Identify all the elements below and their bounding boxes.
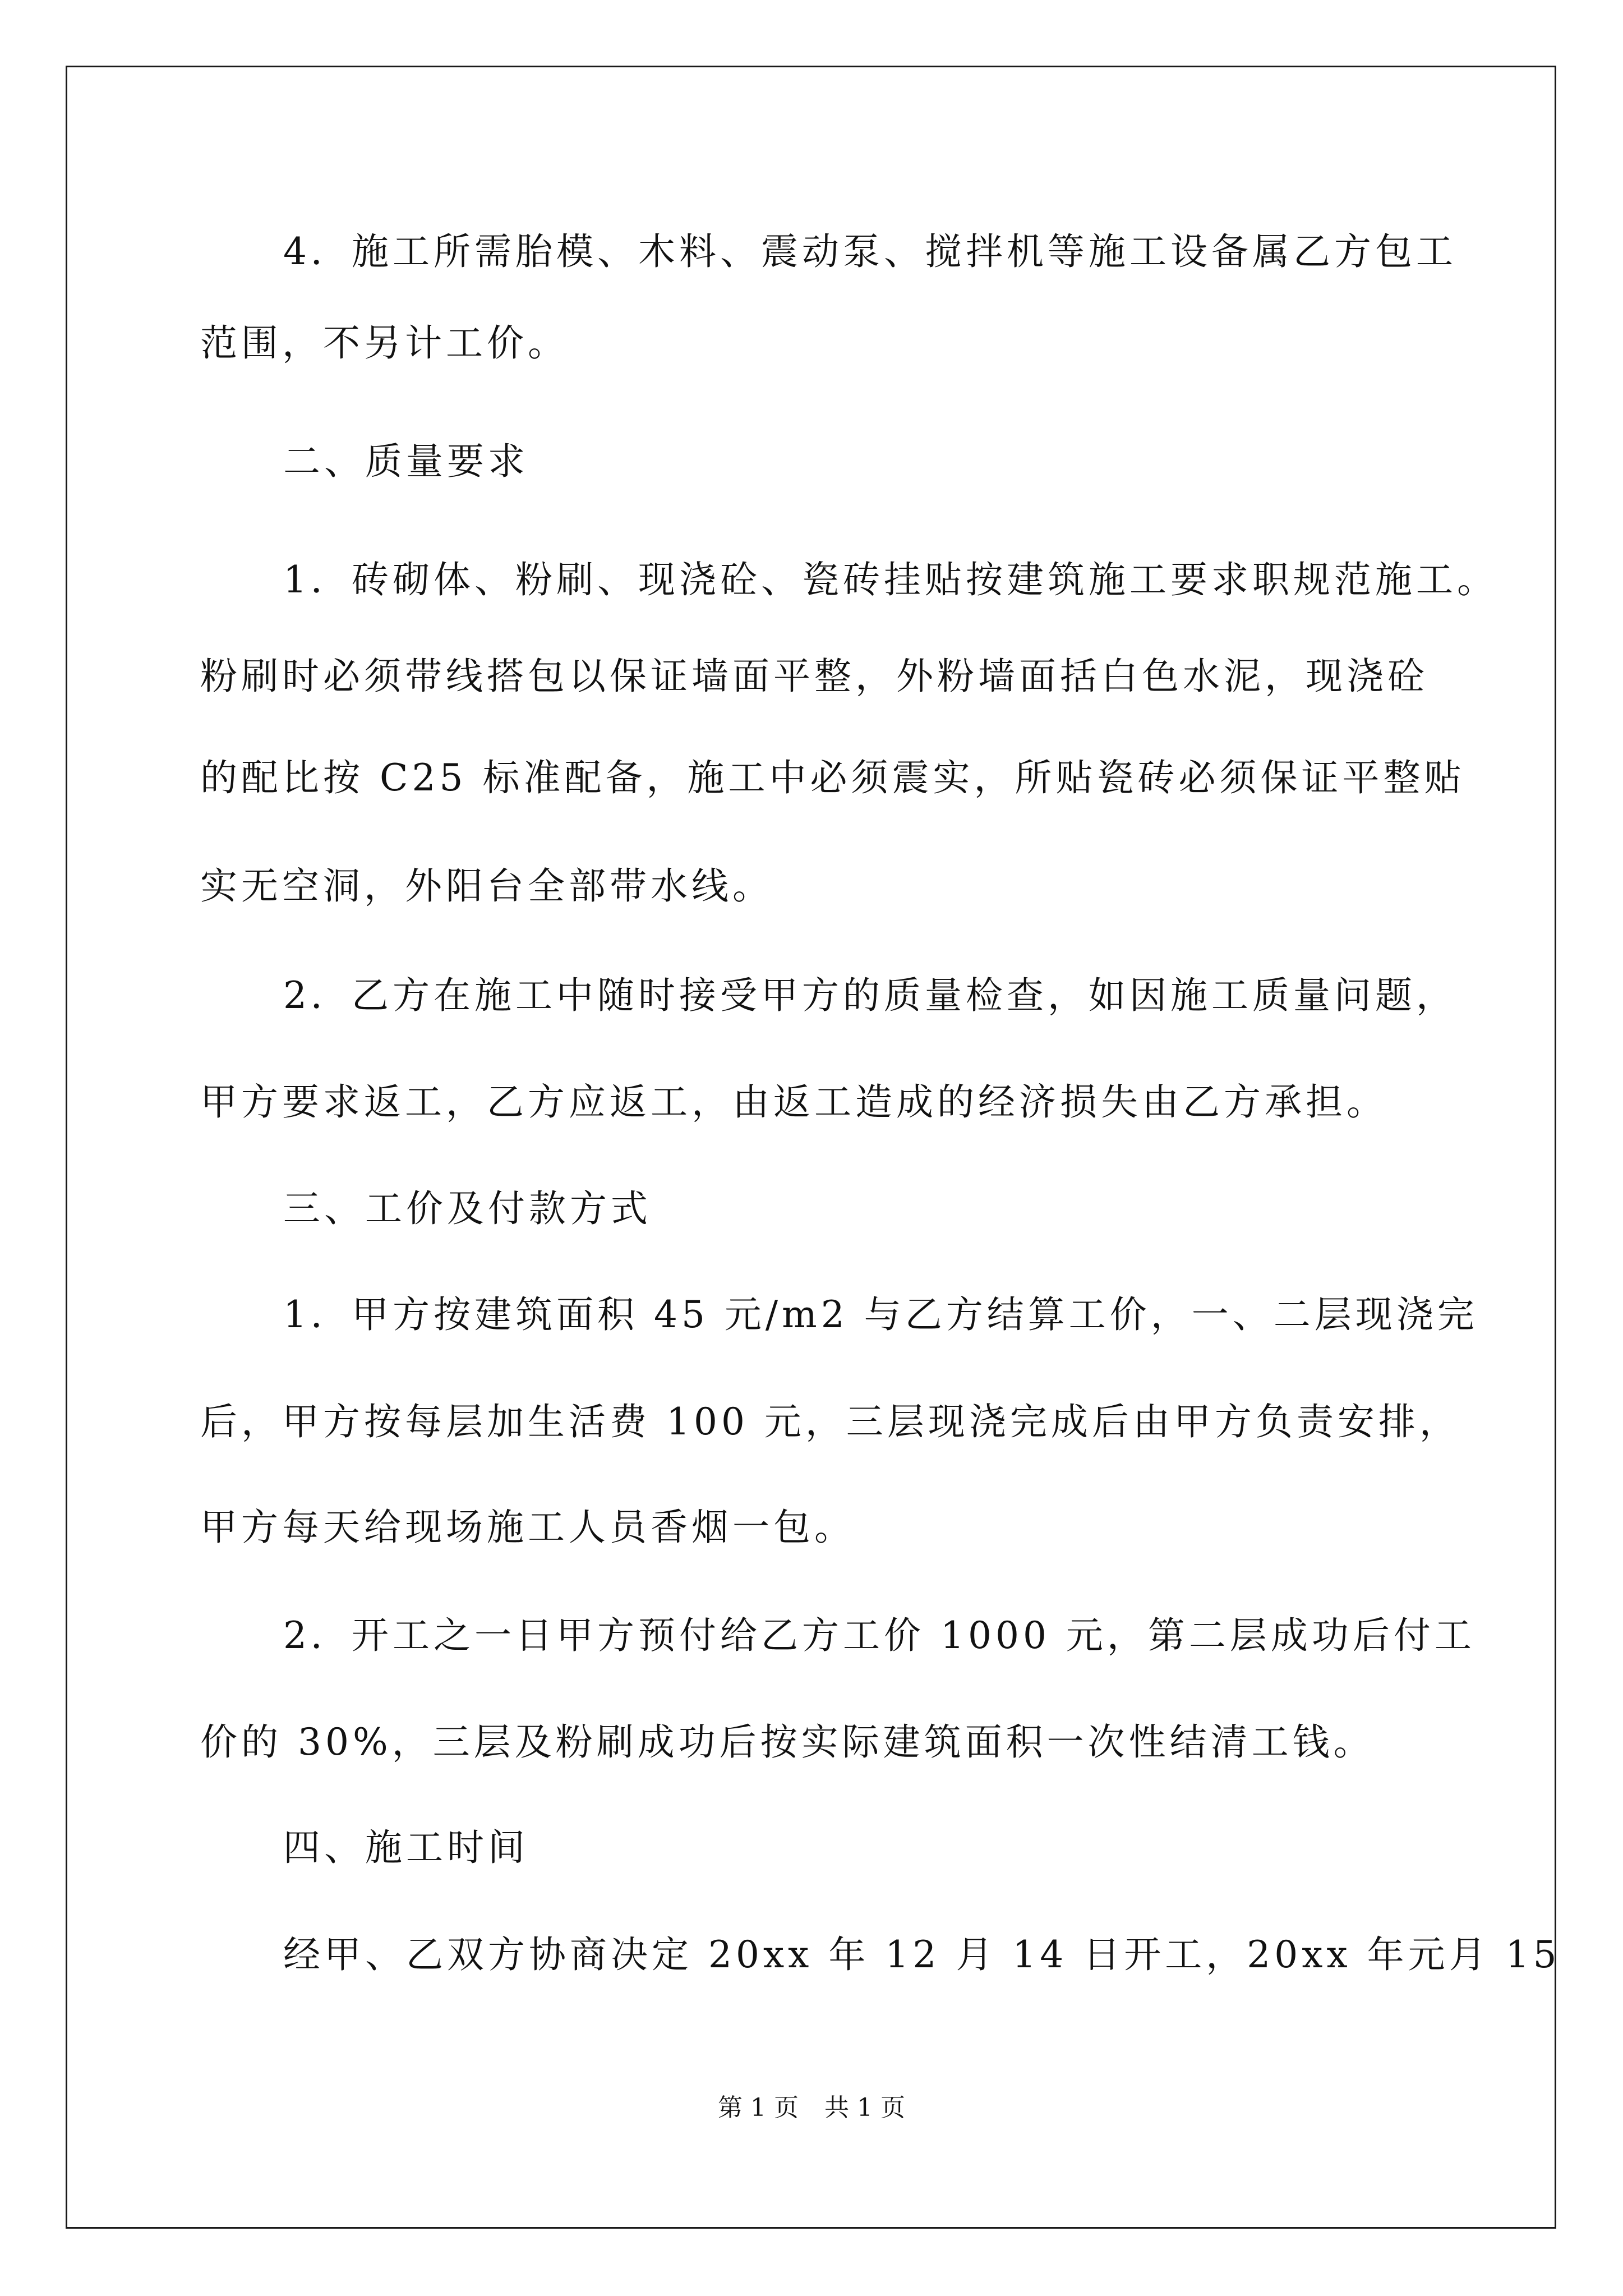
text-line: 范围，不另计工价。 bbox=[200, 321, 569, 365]
section-heading: 四、施工时间 bbox=[283, 1826, 529, 1869]
text-line: 的配比按 C25 标准配备，施工中必须震实，所贴瓷砖必须保证平整贴 bbox=[200, 756, 1465, 799]
text-line: 1．砖砌体、粉刷、现浇砼、瓷砖挂贴按建筑施工要求职规范施工。 bbox=[283, 558, 1498, 601]
page-number: 第 1 页 bbox=[718, 2093, 799, 2122]
page-footer bbox=[0, 2091, 1623, 2125]
text-line: 2．开工之一日甲方预付给乙方工价 1000 元，第二层成功后付工 bbox=[283, 1614, 1476, 1657]
page-border bbox=[66, 66, 1556, 2229]
text-line: 2．乙方在施工中随时接受甲方的质量检查，如因施工质量问题， bbox=[283, 974, 1457, 1017]
section-heading: 三、工价及付款方式 bbox=[283, 1187, 652, 1230]
text-line: 甲方要求返工，乙方应返工，由返工造成的经济损失由乙方承担。 bbox=[200, 1080, 1387, 1124]
section-heading: 二、质量要求 bbox=[283, 440, 529, 483]
text-line: 粉刷时必须带线搭包以保证墙面平整，外粉墙面括白色水泥，现浇砼 bbox=[200, 655, 1428, 698]
text-line: 1．甲方按建筑面积 45 元/m2 与乙方结算工价，一、二层现浇完 bbox=[283, 1293, 1478, 1336]
text-line: 4．施工所需胎模、木料、震动泵、搅拌机等施工设备属乙方包工 bbox=[283, 230, 1457, 273]
text-line: 甲方每天给现场施工人员香烟一包。 bbox=[200, 1506, 855, 1549]
text-line: 价的 30%，三层及粉刷成功后按实际建筑面积一次性结清工钱。 bbox=[200, 1720, 1375, 1764]
text-line: 实无空洞，外阳台全部带水线。 bbox=[200, 864, 773, 908]
text-line: 后，甲方按每层加生活费 100 元，三层现浇完成后由甲方负责安排， bbox=[200, 1400, 1460, 1443]
text-line: 经甲、乙双方协商决定 20xx 年 12 月 14 日开工，20xx 年元月 15 bbox=[283, 1933, 1561, 1976]
page-total: 共 1 页 bbox=[824, 2093, 905, 2122]
